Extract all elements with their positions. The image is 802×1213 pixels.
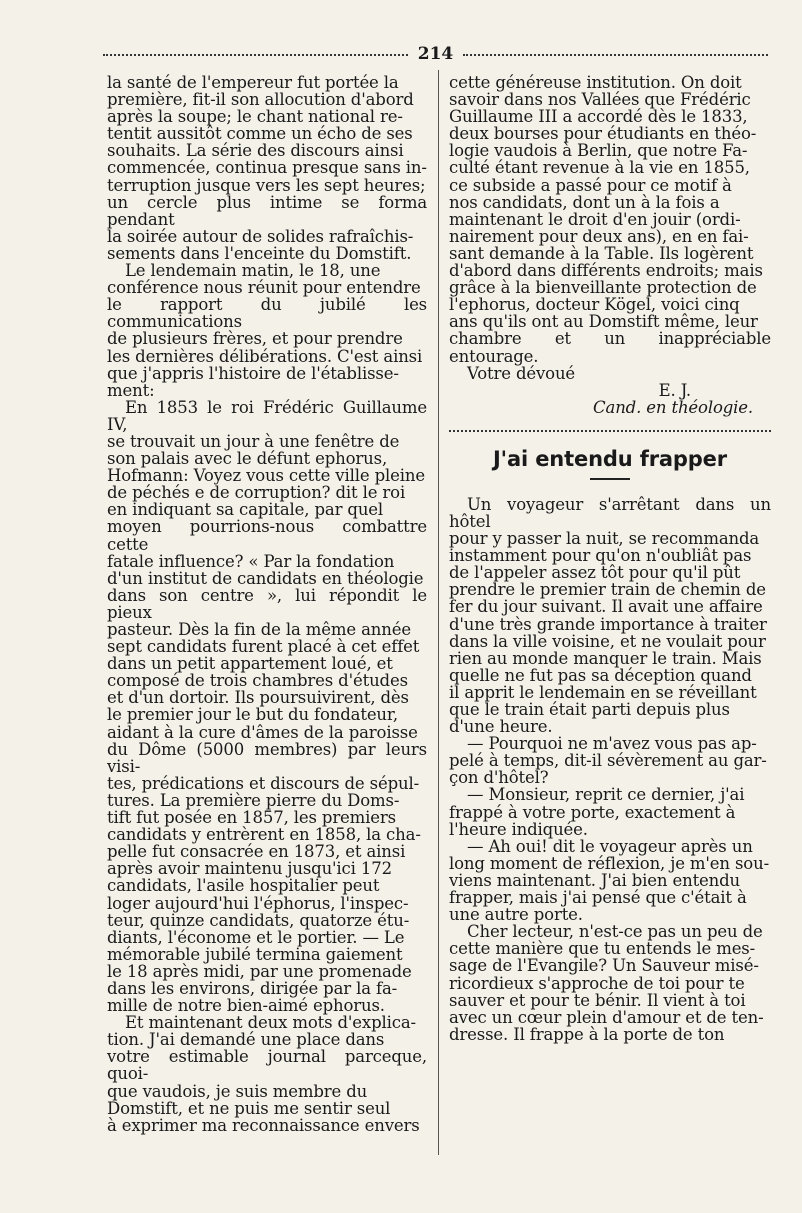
text-line: viens maintenant. J'ai bien entendu [449,870,741,890]
text-line: conférence nous réunit pour entendre [107,278,421,298]
text-line: rien au monde manquer le train. Mais [449,648,762,668]
text-line: tentit aussitôt comme un écho de ses [107,124,413,144]
text-line: la soirée autour de solides rafraîchis- [107,226,414,246]
text-line: tift fut posée en 1857, les premiers [107,808,396,828]
text-line: le premier jour le but du fondateur, [107,705,398,725]
text-line: sauver et pour te bénir. Il vient à toi [449,990,746,1010]
text-line: instamment pour qu'on n'oubliât pas [449,546,752,566]
text-line: il apprit le lendemain en se réveillant [449,682,757,702]
text-line: que j'appris l'histoire de l'établisse- [107,363,399,383]
signature-title: Cand. en théologie. [593,397,753,417]
text-line: un cercle plus intime se forma pendant [107,192,427,229]
text-line: votre estimable journal parceque, quoi- [107,1047,427,1084]
text-line: Un voyageur s'arrêtant dans un hôtel [449,494,771,531]
text-line: Le lendemain matin, le 18, une [125,261,381,281]
header-rule-right [463,54,768,56]
text-line: et d'un dortoir. Ils poursuivirent, dès [107,688,409,708]
text-line: diants, l'économe et le portier. — Le [107,927,405,947]
text-line: nos candidats, dont un à la fois a [449,192,720,212]
text-line: loger aujourd'hui l'éphorus, l'inspec- [107,893,409,913]
text-line: d'abord dans différents endroits; mais [449,261,763,281]
text-line: dans la ville voisine, et ne voulait pour [449,631,766,651]
text-line: mémorable jubilé termina gaiement [107,944,403,964]
text-line: ans qu'ils ont au Domstift même, leur [449,312,758,332]
text-line: de plusieurs frères, et pour prendre [107,329,403,349]
right-column [449,74,771,1043]
text-line: d'un institut de candidats en théologie [107,568,424,588]
text-line: tion. J'ai demandé une place dans [107,1030,385,1050]
text-line: l'heure indiquée. [449,819,588,839]
text-line: le rapport du jubilé les communications [107,295,427,332]
text-line: dans les environs, dirigée par la fa- [107,978,398,998]
text-line: pelé à temps, dit-il sévèrement au gar- [449,751,767,771]
text-line: pelle fut consacrée en 1873, et ainsi [107,842,406,862]
text-line: — Monsieur, reprit ce dernier, j'ai [467,785,745,805]
text-line: ment: [107,380,155,400]
text-line: son palais avec le défunt ephorus, [107,449,388,469]
text-line: frapper, mais j'ai pensé que c'était à [449,888,747,908]
text-line: maintenant le droit d'en jouir (ordi- [449,209,741,229]
text-line: logie vaudois à Berlin, que notre Fa- [449,141,748,161]
text-line: que le train était parti depuis plus [449,700,730,719]
text-line: ricordieux s'approche de toi pour te [449,973,745,993]
text-line: sant demande à la Table. Ils logèrent [449,243,754,263]
text-line: fatale influence? « Par la fondation [107,551,395,571]
text-line: d'une heure. [449,717,553,737]
text-line: frappé à votre porte, exactement à [449,802,736,822]
text-line: une autre porte. [449,905,583,925]
text-line: les dernières délibérations. C'est ainsi [107,346,423,366]
article-title: J'ai entendu frapper [493,446,727,471]
text-line: prendre le premier train de chemin de [449,580,766,600]
text-line: chambre et un inappréciable entourage. [449,329,771,366]
text-line: souhaits. La série des discours ainsi [107,141,404,161]
article-body [449,496,771,1043]
text-line: pour y passer la nuit, se recommanda [449,529,760,549]
text-line: en indiquant sa capitale, par quel [107,500,384,520]
text-line: mille de notre bien-aimé ephorus. [107,996,385,1016]
text-line: Hofmann: Voyez vous cette ville pleine [107,466,425,486]
text-line: — Pourquoi ne m'avez vous pas ap- [467,734,757,754]
text-line: dans un petit appartement loué, et [107,654,393,674]
text-line: que vaudois, je suis membre du [107,1081,368,1101]
text-line: à exprimer ma reconnaissance envers [107,1115,420,1135]
text-line: nairement pour deux ans), en en fai- [449,226,749,246]
text-line: savoir dans nos Vallées que Frédéric [449,90,751,110]
text-line: grâce à la bienveillante protection de [449,278,757,298]
text-line: culté étant revenue à la vie en 1855, [449,158,750,178]
text-line: En 1853 le roi Frédéric Guillaume IV, [107,397,427,434]
text-line: de l'appeler assez tôt pour qu'il pût [449,563,741,583]
text-line: cette manière que tu entends le mes- [449,939,756,959]
text-line: cette généreuse institution. On doit [449,73,742,92]
section-separator [449,430,771,432]
text-line: après la soupe; le chant national re- [107,107,403,127]
text-line: Domstift, et ne puis me sentir seul [107,1098,391,1118]
text-line: çon d'hôtel? [449,768,549,788]
text-line: long moment de réflexion, je m'en sou- [449,853,769,873]
text-line: dans son centre », lui répondit le pieux [107,585,427,622]
text-line: Cher lecteur, n'est-ce pas un peu de [467,922,763,942]
text-line: du Dôme (5000 membres) par leurs visi- [107,739,427,776]
text-line: composé de trois chambres d'études [107,671,408,691]
text-line: candidats, l'asile hospitalier peut [107,876,380,896]
page-header [103,44,768,64]
text-line: tes, prédications et discours de sépul- [107,773,420,793]
page-number: 214 [417,44,454,64]
text-line: — Ah oui! dit le voyageur après un [467,836,753,856]
text-line: quelle ne fut pas sa déception quand [449,665,752,685]
text-line: la santé de l'empereur fut portée la [107,73,399,92]
text-line: Et maintenant deux mots d'explica- [125,1013,416,1033]
title-ornament [590,478,630,480]
text-line: de péchés e de corruption? dit le roi [107,483,406,503]
letter-continuation [449,74,771,382]
text-line: Guillaume III a accordé dès le 1833, [449,107,748,127]
text-line: terruption jusque vers les sept heures; [107,175,426,195]
text-line: tures. La première pierre du Doms- [107,790,400,810]
text-line: pasteur. Dès la fin de la même année [107,620,411,639]
text-line: sage de l'Evangile? Un Sauveur misé- [449,956,759,976]
text-line: dresse. Il frappe à la porte de ton [449,1024,725,1044]
text-line: commencée, continua presque sans in- [107,158,427,178]
text-line: aidant à la cure d'âmes de la paroisse [107,722,418,742]
text-line: deux bourses pour étudiants en théo- [449,124,757,144]
column-divider [438,70,439,1155]
signature: E. J. [658,380,691,400]
text-line: Votre dévoué [467,363,576,383]
text-line: sements dans l'enceinte du Domstift. [107,243,412,263]
text-line: fer du jour suivant. Il avait une affaire [449,597,763,617]
text-line: le 18 après midi, par une promenade [107,961,412,981]
text-line: candidats y entrèrent en 1858, la cha- [107,825,421,845]
text-line: première, fit-il son allocution d'abord [107,90,414,110]
text-line: teur, quinze candidats, quatorze étu- [107,910,410,930]
text-line: se trouvait un jour à une fenêtre de [107,431,400,451]
text-line: ce subside a passé pour ce motif à [449,175,732,195]
text-line: d'une très grande importance à traiter [449,614,767,634]
text-line: sept candidats furent placé à cet effet [107,637,420,657]
text-line: l'ephorus, docteur Kögel, voici cinq [449,295,740,315]
text-line: avec un cœur plein d'amour et de ten- [449,1007,764,1027]
text-line: après avoir maintenu jusqu'ici 172 [107,859,392,879]
left-column [107,74,427,1134]
text-line: moyen pourrions-nous combattre cette [107,517,427,554]
